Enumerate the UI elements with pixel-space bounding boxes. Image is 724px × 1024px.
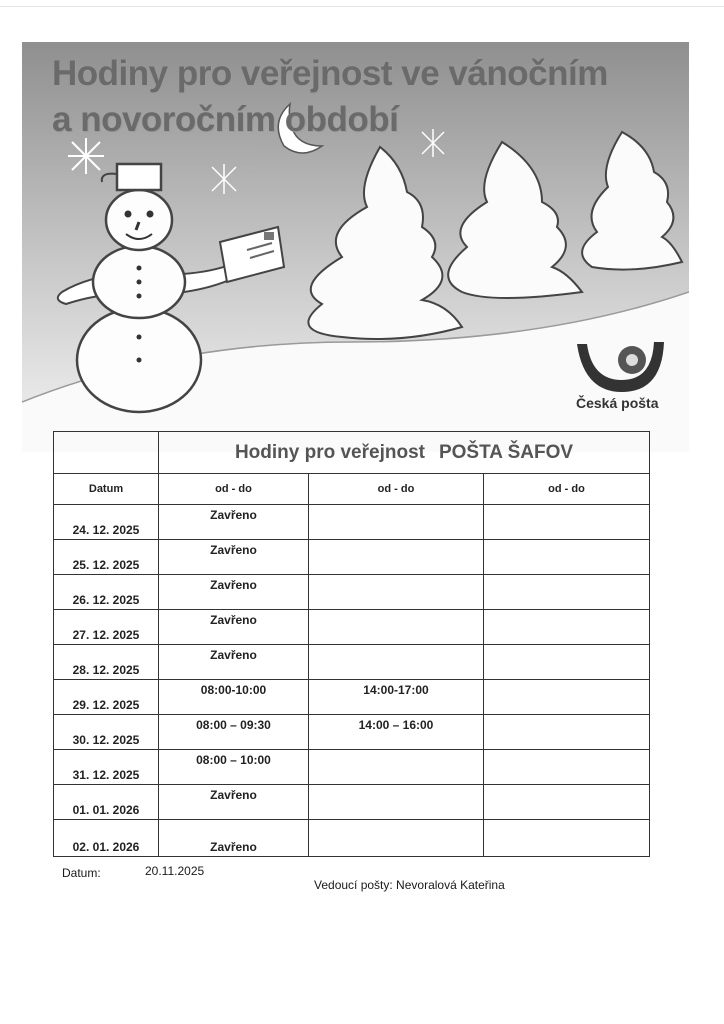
time-slot-3 [484,715,650,750]
date-cell: 26. 12. 2025 [54,575,159,610]
table-row [54,750,650,785]
blank-corner-cell [54,432,159,474]
time-slot-1: Zavřeno [159,820,309,857]
table-row [54,575,650,610]
time-slot-1: 08:00-10:00 [159,680,309,715]
date-cell: 27. 12. 2025 [54,610,159,645]
page-title-line1: Hodiny pro veřejnost ve vánočním [52,54,608,93]
date-cell: 31. 12. 2025 [54,750,159,785]
date-cell: 01. 01. 2026 [54,785,159,820]
table-row [54,820,650,857]
footer-date-value: 20.11.2025 [145,864,205,878]
time-slot-3 [484,540,650,575]
table-row [54,610,650,645]
column-header-slot3: od - do [484,474,650,505]
column-header-date: Datum [54,474,159,505]
table-title-cell [159,432,650,474]
head-of-office: Vedoucí pošty: Nevoralová Kateřina [314,878,505,892]
time-slot-2: 14:00-17:00 [309,680,484,715]
winter-banner [22,42,689,452]
table-row [54,680,650,715]
time-slot-3 [484,610,650,645]
post-office-name: POŠTA ŠAFOV [438,441,574,463]
table-row [54,505,650,540]
time-slot-3 [484,680,650,715]
scan-edge [0,6,724,7]
table-row [54,715,650,750]
date-cell: 30. 12. 2025 [54,715,159,750]
time-slot-2 [309,645,484,680]
time-slot-2 [309,820,484,857]
date-cell: 25. 12. 2025 [54,540,159,575]
ceska-posta-logo-text: Česká pošta [576,395,659,411]
time-slot-2 [309,610,484,645]
time-slot-3 [484,505,650,540]
table-title: Hodiny pro veřejnost [234,441,425,463]
date-cell: 24. 12. 2025 [54,505,159,540]
time-slot-2: 14:00 – 16:00 [309,715,484,750]
time-slot-3 [484,820,650,857]
time-slot-2 [309,505,484,540]
date-cell: 29. 12. 2025 [54,680,159,715]
time-slot-1: Zavřeno [159,785,309,820]
time-slot-3 [484,750,650,785]
time-slot-1: 08:00 – 10:00 [159,750,309,785]
time-slot-2 [309,750,484,785]
column-header-row [54,474,650,505]
time-slot-1: Zavřeno [159,645,309,680]
time-slot-1: Zavřeno [159,575,309,610]
table-title-row [54,432,650,474]
column-header-slot2: od - do [309,474,484,505]
time-slot-1: 08:00 – 09:30 [159,715,309,750]
table-row [54,785,650,820]
table-row [54,645,650,680]
time-slot-2 [309,575,484,610]
time-slot-2 [309,785,484,820]
page-title-line2: a novoročním období [52,100,399,139]
snowflake-icon [68,138,104,174]
column-header-slot1: od - do [159,474,309,505]
time-slot-2 [309,540,484,575]
time-slot-1: Zavřeno [159,540,309,575]
time-slot-3 [484,575,650,610]
date-cell: 28. 12. 2025 [54,645,159,680]
opening-hours-table [53,431,650,857]
time-slot-3 [484,645,650,680]
time-slot-3 [484,785,650,820]
time-slot-1: Zavřeno [159,505,309,540]
footer-date-label: Datum: [62,866,101,880]
date-cell: 02. 01. 2026 [54,820,159,857]
table-row [54,540,650,575]
time-slot-1: Zavřeno [159,610,309,645]
